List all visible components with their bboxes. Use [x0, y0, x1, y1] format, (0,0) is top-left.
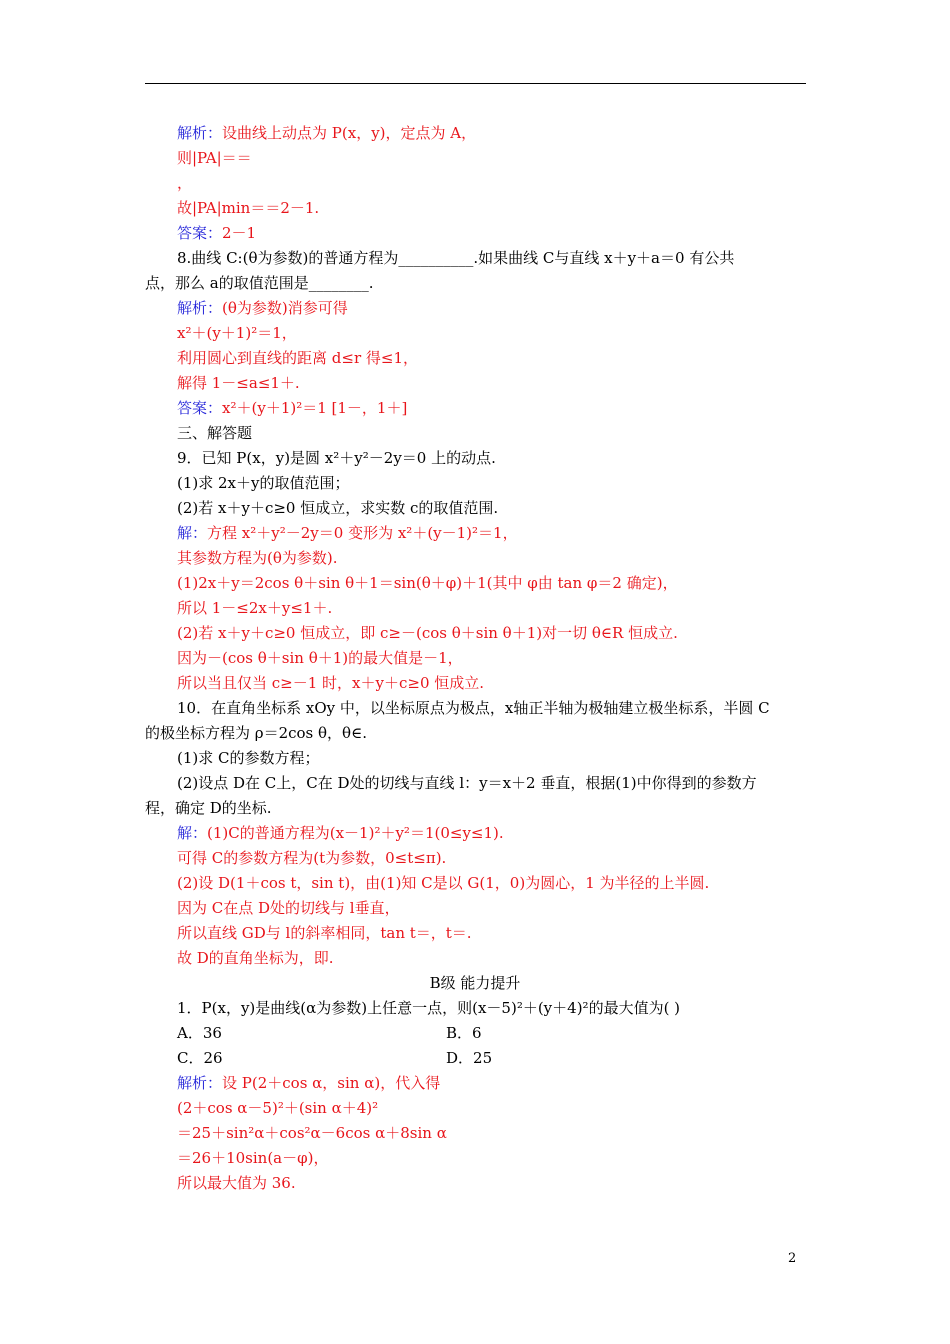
solution-text: x²＋(y＋1)²＝1，: [177, 324, 297, 342]
text-line: [177, 623, 678, 643]
solution-text: (1)2x＋y＝2cos θ＋sin θ＋1＝sin(θ＋φ)＋1(其中 φ由 tan φ＝2 确定)，: [177, 574, 678, 592]
question-text: B．6: [446, 1024, 482, 1042]
question-text: 的极坐标方程为 ρ＝2cos θ，θ∈.: [145, 724, 367, 742]
text-line: [177, 573, 678, 593]
text-line: [177, 448, 496, 468]
question-text: 三、解答题: [177, 424, 253, 442]
solution-text: 因为 C在点 D处的切线与 l垂直，: [177, 899, 400, 917]
text-line: [446, 1023, 482, 1043]
solution-text: 利用圆心到直线的距离 d≤r 得≤1，: [177, 349, 418, 367]
text-line: [145, 798, 272, 818]
answer-label: 解析：: [177, 124, 223, 142]
text-line: [177, 773, 757, 793]
question-text: (2)若 x＋y＋c≥0 恒成立，求实数 c的取值范围.: [177, 499, 499, 517]
question-text: 程，确定 D的坐标.: [145, 799, 272, 817]
solution-text: ＝25＋sin²α＋cos²α－6cos α＋8sin α: [177, 1124, 447, 1142]
text-line: [177, 198, 319, 218]
text-line: [177, 473, 350, 493]
answer-label: 答案：: [177, 224, 223, 242]
text-line: [177, 398, 407, 418]
solution-text: 所以当且仅当 c≥－1 时，x＋y＋c≥0 恒成立.: [177, 674, 485, 692]
question-text: C．26: [177, 1049, 223, 1067]
solution-text: 其参数方程为(θ为参数).: [177, 549, 338, 567]
solution-text: 2－1: [222, 224, 257, 242]
solution-text: 故 D的直角坐标为，即.: [177, 949, 334, 967]
solution-text: (2＋cos α－5)²＋(sin α＋4)²: [177, 1099, 379, 1117]
text-line: [177, 1098, 378, 1118]
text-line: [177, 898, 400, 918]
solution-text: (1)C的普通方程为(x－1)²＋y²＝1(0≤y≤1).: [207, 824, 504, 842]
header-rule: [145, 83, 806, 84]
text-line: [145, 723, 367, 743]
text-line: [177, 498, 498, 518]
text-line: [177, 1048, 223, 1068]
text-line: [177, 673, 484, 693]
text-line: [177, 1123, 447, 1143]
text-line: [177, 173, 192, 193]
text-line: [177, 698, 770, 718]
solution-text: x²＋(y＋1)²＝1 [1－，1＋]: [222, 399, 408, 417]
solution-text: 方程 x²＋y²－2y＝0 变形为 x²＋(y－1)²＝1，: [207, 524, 518, 542]
question-text: 1．P(x，y)是曲线(α为参数)上任意一点，则(x－5)²＋(y＋4)²的最大值为( ): [177, 999, 681, 1017]
question-text: D．25: [446, 1049, 493, 1067]
page-number: 2: [788, 1251, 797, 1266]
text-line: [177, 748, 320, 768]
solution-text: 则|PA|＝＝: [177, 149, 252, 167]
text-line: [177, 598, 332, 618]
text-line: [177, 373, 300, 393]
text-line: [177, 323, 297, 343]
text-line: [177, 1148, 328, 1168]
text-line: [177, 1173, 296, 1193]
answer-label: 解析：: [177, 299, 223, 317]
text-line: [145, 273, 373, 293]
text-line: [446, 1048, 492, 1068]
solution-text: 故|PA|min＝＝2－1.: [177, 199, 320, 217]
question-text: (1)求 2x＋y的取值范围；: [177, 474, 350, 492]
answer-label: 解析：: [177, 1074, 223, 1092]
solution-text: ＝26＋10sin(a－φ)，: [177, 1149, 329, 1167]
text-line: [177, 348, 418, 368]
question-text: 点，那么 a的取值范围是________.: [145, 274, 374, 292]
solution-text: 因为－(cos θ＋sin θ＋1)的最大值是－1，: [177, 649, 463, 667]
solution-text: ，: [177, 174, 193, 192]
answer-label: 解：: [177, 524, 208, 542]
text-line: [177, 848, 446, 868]
solution-text: (2)设 D(1＋cos t，sin t)，由(1)知 C是以 G(1，0)为圆心，1 为半径的上半圆.: [177, 874, 710, 892]
question-text: 8.曲线 C:(θ为参数)的普通方程为__________.如果曲线 C与直线 x＋y＋a＝0 有公共: [177, 249, 735, 267]
text-line: [177, 298, 348, 318]
text-line: [177, 998, 680, 1018]
text-line: [177, 423, 252, 443]
question-text: 9．已知 P(x，y)是圆 x²＋y²－2y＝0 上的动点.: [177, 449, 496, 467]
answer-label: 答案：: [177, 399, 223, 417]
question-text: (2)设点 D在 C上，C在 D处的切线与直线 l：y＝x＋2 垂直，根据(1)中你得到的参数方: [177, 774, 757, 792]
solution-text: 所以直线 GD与 l的斜率相同，tan t＝，t＝.: [177, 924, 472, 942]
solution-text: (θ为参数)消参可得: [222, 299, 348, 317]
text-line: [177, 148, 252, 168]
solution-text: 可得 C的参数方程为(t为参数，0≤t≤π).: [177, 849, 447, 867]
text-line: [177, 123, 476, 143]
text-line: [0, 973, 950, 993]
text-line: [177, 548, 338, 568]
solution-text: (2)若 x＋y＋c≥0 恒成立，即 c≥－(cos θ＋sin θ＋1)对一切 θ∈R 恒成立.: [177, 624, 678, 642]
text-line: [177, 523, 518, 543]
text-line: [177, 1023, 222, 1043]
text-line: [177, 873, 709, 893]
text-line: [177, 1073, 440, 1093]
solution-text: 设 P(2＋cos α，sin α)，代入得: [222, 1074, 441, 1092]
solution-text: 解得 1－≤a≤1＋.: [177, 374, 300, 392]
text-line: [177, 948, 334, 968]
text-line: [177, 823, 504, 843]
question-text: 10．在直角坐标系 xOy 中，以坐标原点为极点，x轴正半轴为极轴建立极坐标系，半圆 C: [177, 699, 770, 717]
text-line: [177, 248, 734, 268]
question-text: B级 能力提升: [429, 974, 521, 992]
solution-text: 所以 1－≤2x＋y≤1＋.: [177, 599, 333, 617]
solution-text: 所以最大值为 36.: [177, 1174, 296, 1192]
text-line: [177, 223, 256, 243]
text-line: [177, 923, 472, 943]
solution-text: 设曲线上动点为 P(x，y)，定点为 A，: [222, 124, 477, 142]
answer-label: 解：: [177, 824, 208, 842]
question-text: A．36: [177, 1024, 222, 1042]
text-line: [177, 648, 463, 668]
question-text: (1)求 C的参数方程；: [177, 749, 320, 767]
